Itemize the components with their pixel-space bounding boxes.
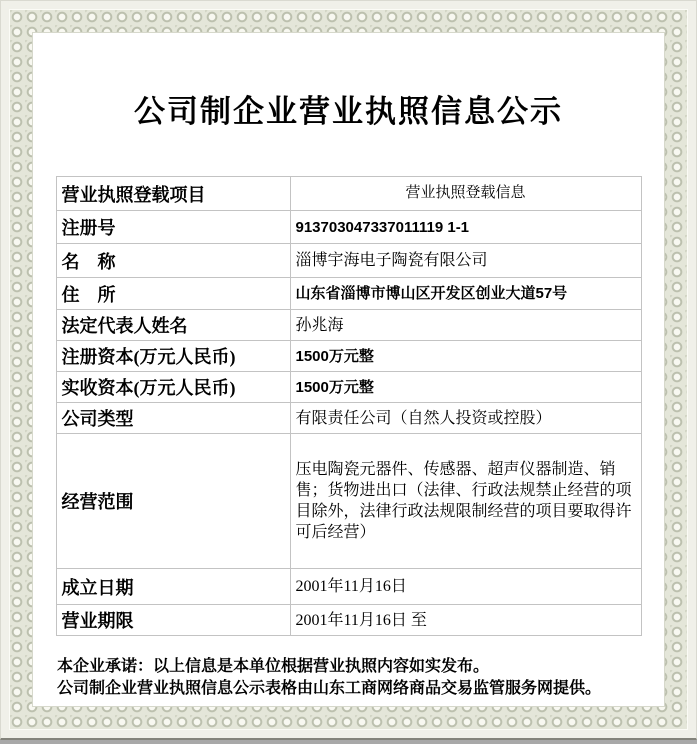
row-value: 2001年11月16日	[290, 569, 641, 605]
row-value: 1500万元整	[290, 372, 641, 403]
table-row-business-scope	[56, 434, 641, 569]
row-label: 经营范围	[56, 434, 290, 569]
row-label: 实收资本(万元人民币)	[56, 372, 290, 403]
row-value: 营业执照登载信息	[290, 177, 641, 211]
footer-statement	[57, 656, 664, 700]
license-info-table	[56, 176, 642, 636]
table-row-company-type	[56, 403, 641, 434]
row-value: 淄博宇海电子陶瓷有限公司	[290, 244, 641, 278]
row-value: 有限责任公司（自然人投资或控股）	[290, 403, 641, 434]
table-row-company-name	[56, 244, 641, 278]
row-label: 营业期限	[56, 605, 290, 636]
frame-ornament-band	[9, 9, 688, 730]
table-row-legal-representative	[56, 310, 641, 341]
row-label: 注册号	[56, 211, 290, 244]
table-row-registered-capital	[56, 341, 641, 372]
row-label: 成立日期	[56, 569, 290, 605]
row-label: 住 所	[56, 278, 290, 310]
table-row-registration-number	[56, 211, 641, 244]
table-row-business-term	[56, 605, 641, 636]
table-row-paid-in-capital	[56, 372, 641, 403]
row-value: 1500万元整	[290, 341, 641, 372]
row-value: 压电陶瓷元器件、传感器、超声仪器制造、销售；货物进出口（法律、行政法规禁止经营的项目除外，法律行政法规限制经营的项目要取得许可后经营）	[290, 434, 641, 569]
row-label: 法定代表人姓名	[56, 310, 290, 341]
page-title: 公司制企业营业执照信息公示	[134, 94, 563, 129]
footer-line-promise: 本企业承诺：以上信息是本单位根据营业执照内容如实发布。	[57, 658, 490, 675]
table-row-establishment-date	[56, 569, 641, 605]
row-label: 公司类型	[56, 403, 290, 434]
row-label: 名 称	[56, 244, 290, 278]
row-value: 2001年11月16日 至	[290, 605, 641, 636]
table-row-address	[56, 278, 641, 310]
certificate-content	[32, 32, 665, 707]
row-label: 营业执照登载项目	[56, 177, 290, 211]
row-label: 注册资本(万元人民币)	[56, 341, 290, 372]
footer-line-provider: 公司制企业营业执照信息公示表格由山东工商网络商品交易监管服务网提供。	[57, 680, 602, 697]
row-value: 913703047337011119 1-1	[290, 211, 641, 244]
table-row-header	[56, 177, 641, 211]
row-value: 山东省淄博市博山区开发区创业大道57号	[290, 278, 641, 310]
row-value: 孙兆海	[290, 310, 641, 341]
